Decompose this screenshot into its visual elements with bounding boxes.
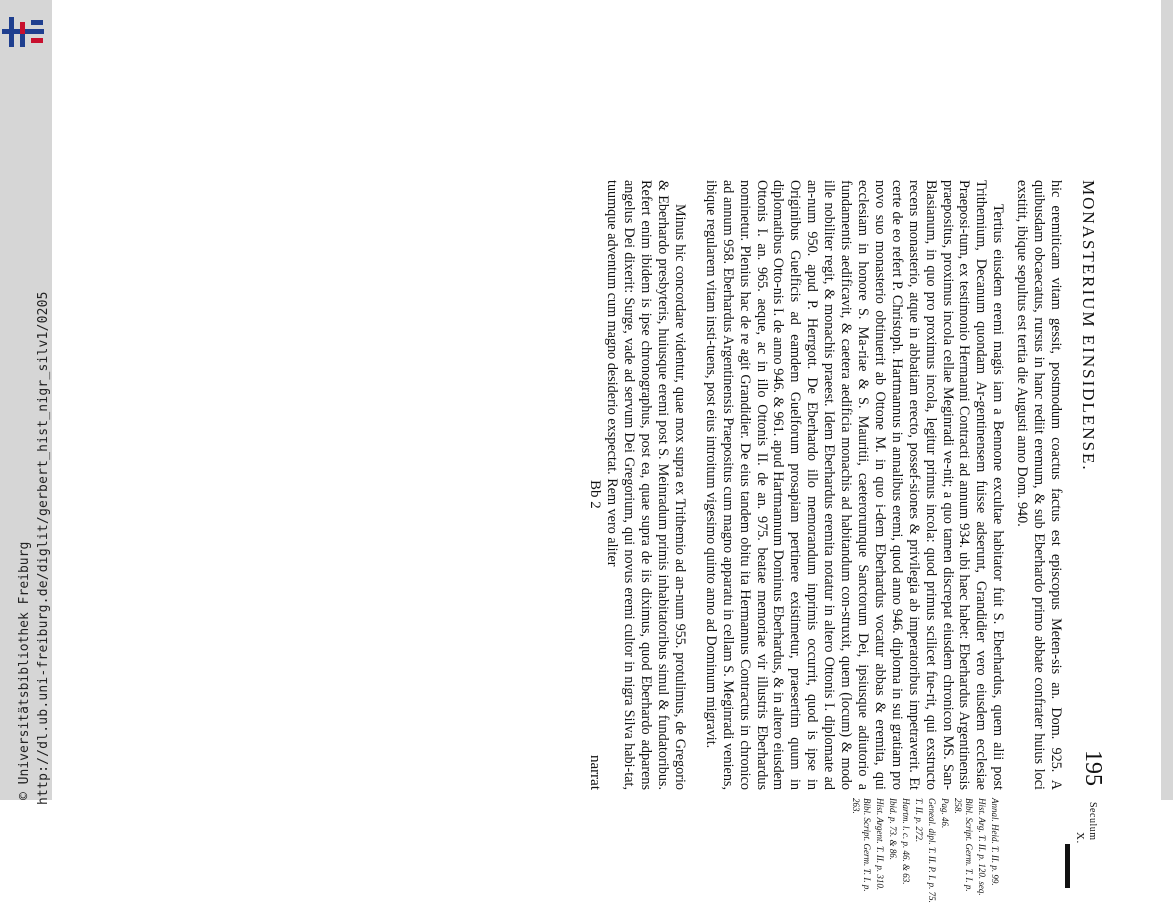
margin-note: Bibl. Script. Germ. T. I. p. 258. [953, 798, 974, 892]
margin-note: Pag. 46. [940, 798, 950, 829]
running-title: MONASTERIUM EINSIDLENSE. [1079, 180, 1098, 472]
viewer-right-edge [1161, 0, 1173, 800]
seculum-label [1074, 802, 1098, 898]
margin-note: Geneal. dipl. T. II. P. I. p. 75. [927, 798, 937, 903]
seculum-number: X. [1074, 832, 1086, 844]
margin-note: T. II. p. 272. [914, 798, 924, 843]
margin-note: Bibl. Script. Germ. T. I. p. 263. [851, 798, 872, 892]
paragraph-3: Minus hic concordare videntur, quae mox supra ex Trithemio ad an-num 955. protulimus, de Gregorio & Eberhardo presbyteris, huiusque eremi post S. Meinradum primis inhabitatoribus simul & fundatoribus. Refert enim ibidem is ipse chronographus, post ea, quae supra de iis diximus, quod Eberhardo adparens angelus Dei dixerit: Surge, vade ad servum Dei Gregorium, qui novus eremi cultor in nigra Silva habi-tat, tuumque adventum cum magno desiderio exspectat. Rem vero aliter [604, 180, 688, 790]
source-url[interactable]: http://dl.ub.uni-freiburg.de/diglit/gerbert_hist_nigr_silv1/0205 [36, 291, 51, 805]
paragraph-1: hic eremiticam vitam gessit, postmodum coactus factus est episcopus Meten-sis an. Dom. 925. A quibusdam obcaecatus, rursus in hanc rediit eremum, & sub Eberhardo primo abbate confrater huius loci exstitit, ibique sepultus est tertia die Augusti anno Dom. 940. [1014, 180, 1064, 790]
viewer-sidebar [0, 0, 52, 805]
page-number: 195 [1080, 750, 1106, 786]
margin-note: Hist. Argent. T. II. p. 310. [875, 798, 885, 891]
body-text [603, 180, 1064, 790]
page-footer [587, 180, 603, 790]
signature-mark: Bb 2 [587, 480, 604, 509]
margin-note: Hartm. l. c. p. 46. & 63. [901, 798, 911, 885]
margin-notes [848, 798, 1000, 908]
seculum-word: Seculum [1087, 802, 1098, 841]
margin-note: Hist. Arg. T. II. p. 120. seq. [977, 798, 987, 896]
scanned-page [587, 180, 1106, 903]
margin-rule [1065, 844, 1070, 888]
margin-note: Annal. Heid. T. II. p. 99. [990, 798, 1000, 886]
university-logo-icon[interactable] [2, 14, 44, 50]
catchword: narrat [587, 755, 604, 790]
running-head [1064, 180, 1106, 844]
copyright-notice: © Universitätsbibliothek Freiburg [17, 541, 32, 800]
paragraph-2: Tertius eiusdem eremi magis iam a Bennone excultae habitator fuit S. Eberhardus, quem alii post Trithemium, Decanum quondam Ar-gentinensem fuisse adserunt, Grandidier vero eiusdem ecclesiae Praeposi-tum, ex testimonio Hermanni Contracti ad annum 934. ubi haec habet: Eberhardus Argentinensis praepositus, proximus incola cellae Meginradi ve-nit; a quo tamen discrepat eiusdem chronicon MS. San-Blasianum, in quo pro proximus incola, legitur primus incola: quod primus scilicet fue-rit, qui exstructo recens monasterio, atque in abbatiam erecto, possef-siones & privilegia ab imperatoribus impetraverit. Et certe de eo refert P. Christoph. Hartmannus in annalibus eremi, quod anno 946. diploma in sui gratiam pro novo suo monasterio obtinuerit ab Ottone M. in quo i-dem Eberhardus vocatur abbas & eremita, qui ecclesiam in honore S. Ma-riae & S. Mauritii, caeterorumque Sanctorum Dei, ipsiusque adiutorio a fundamentis aedificavit, & caetera aedificia monachis ad habitandum con-struxit, quem (locum) & modo ille nobiliter regit, & monachis praeest. Idem Eberhardus eremita notatur in altero Ottonis I. diplomate ad an-num 950. apud P. Herrgott. De Eberhardo illo memorandum inprimis occurrit, quod is ipse in Originibus Guelficis ad eamdem Guelforum prosapiam pertinere existimetur, praesertim quum in diplomatibus Otto-nis I. de anno 946. & 961. apud Hartmannum Dominus Eberhardus, & in altero eiusdem Ottonis I. an. 965. aeque, ac in illo Ottonis II. de an. 975. beatae memoriae vir illustris Eberhardus nominetur. Plenius hac de re agit Grandidier. De eius tandem obitu ita Hermannus Contractus in chronico ad annum 958. Eberhardus Argentinensis Praepositus cum magno apparatu in cellam S. Meginradi veniens, ibique regularem vitam insti-tuens, post eius introitum vigesimo quinto anno ad Dominum migravit. [702, 180, 1007, 790]
margin-note: Ibid. p. 73. & 86. [888, 798, 898, 860]
